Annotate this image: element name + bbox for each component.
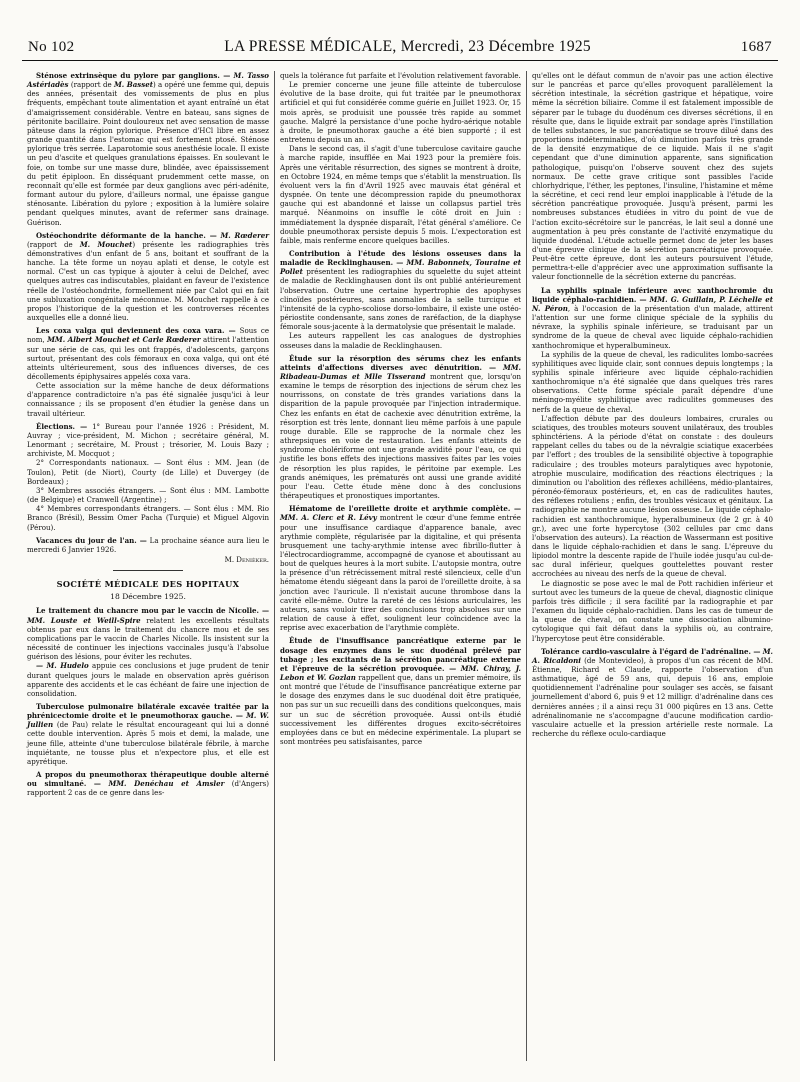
article-pneumothorax: A propos du pneumothorax thérapeutique double alterné ou simultané. — MM. Denéchau et Amsler (d'Angers) rapportent 2 cas de ce genre dans les- bbox=[27, 770, 269, 798]
divider bbox=[113, 570, 183, 571]
article-osteochondritis: Ostéochondrite déformante de la hanche. — M. Rœderer (rapport de M. Mouchet) présente les radiographies très démonstratives d'un enfant de 5 ans, boitant et souffrant de la hanche. La tête forme un noyau aplati et dense, le cotyle est normal. C'est un cas typique à ajouter à celui de Delchef, avec quelques autres cas indiscutables, plaidant en faveur de l'existence réelle de l'ostéochondrite, formellement niée par Calot qui en fait une subluxation congénitale méconnue. M. Mouchet rappelle à ce propos l'historique de la question et les controverses récentes auxquelles elle a donné lieu. bbox=[27, 230, 269, 323]
article-spinal-syphilis: La syphilis spinale inférieure avec xanthochromie du liquide céphalo-rachidien. — MM. G. Guillain, P. Léchelle et N. Péron, à l'occasion de la présentation d'un malade, attirent l'attention sur une forme clinique spéciale de la syphilis du névraxe, la syphilis spinale inférieure, se traduisant par un syndrome de la queue de cheval avec liquide céphalo-rachidien xanthochromique et hyperalbumineux. bbox=[532, 285, 773, 350]
page-header bbox=[22, 10, 778, 61]
signature: M. Denièker. bbox=[224, 554, 269, 564]
paragraph: qu'elles ont le défaut commun de n'avoir pas une action élective sur le pancréas et parce qu'elles provoquent parallèlement la sécrétion intestinale, la sécrétion gastrique et hépatique, voire même la sécrétion biliaire. Comme il est fatalement impossible de séparer par le tubage du duodénum ces diverses sécrétions, il en résulte que, dans le liquide extrait par sondage après l'instillation de telles substances, le suc pancréatique se trouve dilué dans des proportions indéterminables, d'où diminution parfois très grande de la densité enzymatique de ce liquide. Mais il ne s'agit cependant que d'une diminution apparente, sans signification pathologique, puisqu'on l'observe souvent chez des sujets normaux. De cette grave critique sont passibles l'acide chlorhydrique, l'éther, les peptones, l'insuline, l'histamine et même la sécrétine, et ceci rend leur emploi inapplicable à l'étude de la sécrétion pancréatique provoquée. Jusqu'à présent, parmi les nombreuses substances étudiées in vitro du point de vue de l'action excito-sécrétoire sur le pancréas, le lait seul a donné une augmentation à peu près constante de l'activité enzymatique du liquide duodénal. L'étude actuelle permet donc de jeter les bases d'une épreuve clinique de la sécrétion pancréatique provoquée. Peut-être cette épreuve, dont les auteurs poursuivent l'étude, permettra-t-elle d'apprécier avec une approximation suffisante la valeur fonctionnelle de la sécrétion externe du pancréas. bbox=[532, 71, 773, 282]
column-1 bbox=[22, 71, 274, 1061]
paragraph: Le diagnostic se pose avec le mal de Pott rachidien inférieur et surtout avec les tumeurs de la queue de cheval, diagnostic clinique parfois très difficile ; il sera facilité par la radiographie et par l'examen du liquide céphalo-rachidien. Dans les cas de tumeur de la queue de cheval, on constate une dissociation albumino-cytologique qui fait défaut dans la syphilis où, au contraire, l'hypercytose peut être considérable. bbox=[532, 578, 773, 643]
section-title: SOCIÉTÉ MÉDICALE DES HOPITAUX bbox=[56, 579, 240, 590]
article-coxa-valga: Les coxa valga qui deviennent des coxa vara. — Sous ce nom, MM. Albert Mouchet et Carle Rœderer attirent l'attention sur une série de cas, qui les ont frappés, d'adolescents, garçons surtout, présentant des cols fémoraux en coxa valga, qui ont été atteints ultérieurement, sous des influences diverses, de ces décollements épiphysaires appelés coxa vara. bbox=[27, 326, 269, 381]
paragraph: Dans le second cas, il s'agit d'une tuberculose cavitaire gauche à marche rapide, insufflée en Mai 1923 pour la première fois. Après une véritable résurrection, des signes se montrent à droite, en Octobre 1924, en même temps que s'établit la menstruation. Ils évoluent vers la fin d'Avril 1925 avec mauvais état général et dyspnée. On tente une décompression rapide du pneumothorax gauche qui est abandonné et laisse un collapsus partiel très marqué. Néanmoins on insuffle le côté droit en Juin : immédiatement la dyspnée disparaît, l'état général s'améliore. Ce double pneumothorax persiste depuis 5 mois. L'expectoration est faible, mais renferme encore quelques bacilles. bbox=[280, 144, 521, 245]
article-elections: Élections. — 1° Bureau pour l'année 1926 : Président, M. Auvray ; vice-président, M. Michon ; secrétaire général, M. Lenormant ; secrétaire, M. Proust ; trésorier, M. Louis Bazy ; archiviste, M. Mocquot ; bbox=[27, 421, 270, 459]
column-3 bbox=[526, 71, 778, 1061]
text-columns bbox=[22, 71, 778, 1061]
issue-number: No 102 bbox=[28, 39, 75, 55]
article-pyloric-stenosis: Sténose extrinsèque du pylore par ganglions. — M. Tasso Astériadès (rapport de M. Basset) a opéré une femme qui, depuis des années, présentait des vomissements de plus en plus fréquents, empêchant toute alimentation et ayant entraîné un état d'amaigrissement considérable. Ventre en bateau, sans signes de péritonite bacillaire. Point douloureux net avec sensation de masse pâteuse dans la région pylorique. Présence d'HCl libre en assez grande quantité dans l'estomac qui est fortement ptosé. Sténose pylorique très serrée. Laparotomie sous anesthésie locale. Il existe un peu d'ascite et quelques granulations épaisses. En soulevant le foie, on tombe sur une masse dure, blindée, avec épaississement du petit épiploon. En disséquant prudemment cette masse, on reconnaît qu'elle est formée par deux ganglions avec péri-adénite, formant autour du pylore, d'ailleurs normal, une épaisse gangue sténosante. Libération du pylore ; exposition à la lumière solaire pendant quelques minutes, avant de refermer sans drainage. Guérison. bbox=[27, 71, 269, 227]
paragraph: Les auteurs rappellent les cas analogues de dystrophies osseuses dans la maladie de Recklinghausen. bbox=[280, 331, 521, 350]
article-adrenaline: Tolérance cardio-vasculaire à l'égard de l'adrénaline. — M. A. Ricaldoni (de Montevideo), à propos d'un cas récent de MM. Étienne, Richard et Claude, rapporte l'observation d'un asthmatique, âgé de 59 ans, qui, depuis 16 ans, emploie quotidiennement l'adrénaline pour soulager ses accès, se faisant journellement d'abord 6, puis 9 et 12 milligr. d'adrénaline dans ces dernières années ; il a ainsi reçu 31 000 piqûres en 13 ans. Cette adrénalinomanie ne s'accompagne d'aucune modification cardio-vasculaire actuelle et la pression artérielle reste normale. La recherche du réflexe oculo-cardiaque bbox=[532, 646, 773, 739]
article-recklinghausen: Contribution à l'étude des lésions osseuses dans la maladie de Recklinghausen. — MM. Babonneix, Touraine et Pollet présentent les radiographies du squelette du sujet atteint de maladie de Recklinghausen dont ils ont publié antérieurement l'observation. Outre une certaine hypertrophie des apophyses clinoïdes postérieures, sans anomalies de la selle turcique et l'intensité de la cypho-scoliose dorso-lombaire, il existe une ostéo-périostite condensante, sans zones de raréfaction, de la diaphyse fémorale sous-jacente à la dermatolysie que présentait le malade. bbox=[280, 248, 521, 332]
page-number: 1687 bbox=[740, 39, 772, 55]
paragraph: 2° Correspondants nationaux. — Sont élus : MM. Jean (de Toulon), Petit (de Niort), Courty (de Lille) et Duvergey (de Bordeaux) ; bbox=[27, 458, 269, 486]
masthead-title: LA PRESSE MÉDICALE, Mercredi, 23 Décembre 1925 bbox=[224, 38, 591, 55]
article-serum-resorption: Étude sur la résorption des sérums chez les enfants atteints d'affections diverses avec dénutrition. — MM. Ribadeau-Dumas et Mlle Tisserand montrent que, lorsqu'on examine le temps de résorption des injections de sérum chez les nourrissons, on constate de très grandes variations dans la disparition de la papule provoquée par l'injection intradermique. Chez les enfants en état de cachexie avec dénutrition extrême, la résorption est très lente, donnant lieu même parfois à une papule rouge durable. Elle se rapproche de la normale chez les athrepsiques en voie de restauration. Les enfants atteints de syndrome cholériforme ont une grande avidité pour l'eau, ce qui justifie les bons effets des injections massives faites par les voies de résorption les plus rapides, le péritoine par exemple. Les grands anémiques, les prématurés ont aussi une grande avidité pour l'eau. Cette étude mène donc à des conclusions thérapeutiques et pronostiques importantes. bbox=[280, 353, 521, 501]
paragraph: Cette association sur la même hanche de deux déformations d'apparence contradictoire n'a pas été signalée jusqu'ici à leur connaissance ; ils se proposent d'en étudier la genèse dans un travail ultérieur. bbox=[27, 381, 269, 418]
paragraph: quels la tolérance fut parfaite et l'évolution relativement favorable. bbox=[280, 71, 521, 80]
paragraph: 3° Membres associés étrangers. — Sont élus : MM. Lambotte (de Belgique) et Cranwell (Argentine) ; bbox=[27, 485, 269, 505]
article-pancreatic: Étude de l'insuffisance pancréatique externe par le dosage des enzymes dans le suc duodénal prélevé par tubage ; les excitants de la sécrétion pancréatique externe et l'épreuve de la sécrétion provoquée. — MM. Chiray, J. Lebon et W. Gozlan rappellent que, dans un premier mémoire, ils ont montré que l'étude de l'insuffisance pancréatique externe par le dosage des enzymes dans le suc duodénal doit être pratiquée, non pas sur un suc recueilli dans des conditions quelconques, mais sur un suc de sécrétion provoquée. Aussi ont-ils étudié successivement les différentes drogues excito-sécrétoires employées dans ce but en médecine expérimentale. La plupart se sont montrées peu satisfaisantes, parce bbox=[280, 636, 521, 747]
column-2 bbox=[274, 71, 526, 1061]
paragraph: La syphilis de la queue de cheval, les radiculites lombo-sacrées syphilitiques avec liquide clair, sont connues depuis longtemps ; la syphilis spinale inférieure avec liquide céphalo-rachidien xanthochromique n'a été signalée que dans quelques très rares observations. Cette forme spéciale paraît dépendre d'une méningo-myélite syphilitique avec radiculites gommeuses des nerfs de la queue de cheval. bbox=[532, 349, 773, 414]
article-chancre: Le traitement du chancre mou par le vaccin de Nicolle. — MM. Louste et Weill-Spire relatent les excellents résultats obtenus par eux dans le traitement du chancre mou et de ses complications par le vaccin de Charles Nicolle. Ils insistent sur la nécessité de continuer les injections vaccinales jusqu'à l'absolue guérison des lésions, pour éviter les rechutes. bbox=[27, 606, 269, 662]
article-tuberculosis: Tuberculose pulmonaire bilatérale excavée traitée par la phrénicectomie droite et le pneumothorax gauche. — M. W. Jullien (de Pau) relate le résultat encourageant qui lui a donné cette double intervention. Après 5 mois et demi, la malade, une jeune fille, atteinte d'une tuberculose bilatérale fébrile, à marche inquiétante, ne tousse plus et n'expectore plus, et elle est apyrétique. bbox=[27, 702, 269, 766]
paragraph: L'affection débute par des douleurs lombaires, crurales ou sciatiques, des troubles moteurs souvent unilatéraux, des troubles sphinctériens. A la période d'état on constate : des douleurs rappelant celles du tabes ou de la névralgie sciatique exacerbées par l'effort ; des troubles de la sensibilité objective à topographie radiculaire ; des troubles moteurs paralytiques avec hypotonie, atrophie musculaire, modification des réactions électriques ; la diminution ou l'abolition des réflexes achilléens, médio-plantaires, péronéo-fémoraux postérieurs, et, en cas de radiculites hautes, des réflexes rotuliens ; enfin, des troubles vésicaux et génitaux. La radiographie ne montre aucune lésion osseuse. Le liquide céphalo-rachidien est xanthochromique, hyperalbumineux (de 2 gr. à 40 gr.), avec une forte hypercytose (302 cellules par cmc dans l'observation des auteurs). La réaction de Wassermann est positive dans le liquide céphalo-rachidien et dans le sang. L'épreuve du lipiodol montre la descente rapide de l'huile iodée jusqu'au cul-de-sac dural inférieur, quelques gouttelettes pouvant rester accrochées au niveau des nerfs de la queue de cheval. bbox=[532, 413, 773, 579]
paragraph: — M. Hudelo appuie ces conclusions et juge prudent de tenir durant quelques jours le malade en observation après guérison apparente des accidents et le cas échéant de faire une injection de consolidation. bbox=[27, 661, 269, 698]
article-hematoma: Hématome de l'oreillette droite et arythmie complète. — MM. A. Clerc et R. Lévy montrent le cœur d'une femme entrée pour une insuffisance cardiaque d'apparence banale, avec arythmie complète, régularisée par la digitaline, et qui présenta brusquement une tachy-arythmie intense avec fibrillo-flutter à l'électrocardiogramme, accompagné de cyanose et aboutissant au bout de quelques heures à la mort subite. L'autopsie montra, outre la présence d'un rétrécissement mitral resté silencieux, celle d'un hématome étendu siégeant dans la paroi de l'oreillette droite, à sa jonction avec l'auricule. Il n'existait aucune thrombose dans la cavité elle-même. Outre la rareté de ces lésions auriculaires, les auteurs, sans vouloir tirer des conclusions trop absolues sur une relation de cause à effet, soulignent leur coïncidence avec la reprise avec exacerbation de l'arythmie complète. bbox=[280, 504, 521, 633]
paragraph: 4° Membres correspondants étrangers. — Sont élus : MM. Rio Branco (Brésil), Bessim Omer Pacha (Turquie) et Miguel Algovin (Pérou). bbox=[27, 504, 269, 532]
paragraph: Le premier concerne une jeune fille atteinte de tuberculose évolutive de la base droite, qui fut traitée par le pneumothorax artificiel et qui fut considérée comme guérie en Juillet 1923. Or, 15 mois après, se produisit une poussée très rapide au sommet gauche. Malgré la persistance d'une poche hydro-aérique notable à droite, le pneumothorax gauche a été bien supporté ; il est entretenu depuis un an. bbox=[280, 80, 521, 145]
section-date: 18 Décembre 1925. bbox=[110, 592, 186, 602]
article-holidays: Vacances du jour de l'an. — La prochaine séance aura lieu le mercredi 6 Janvier 1926. bbox=[27, 535, 270, 554]
